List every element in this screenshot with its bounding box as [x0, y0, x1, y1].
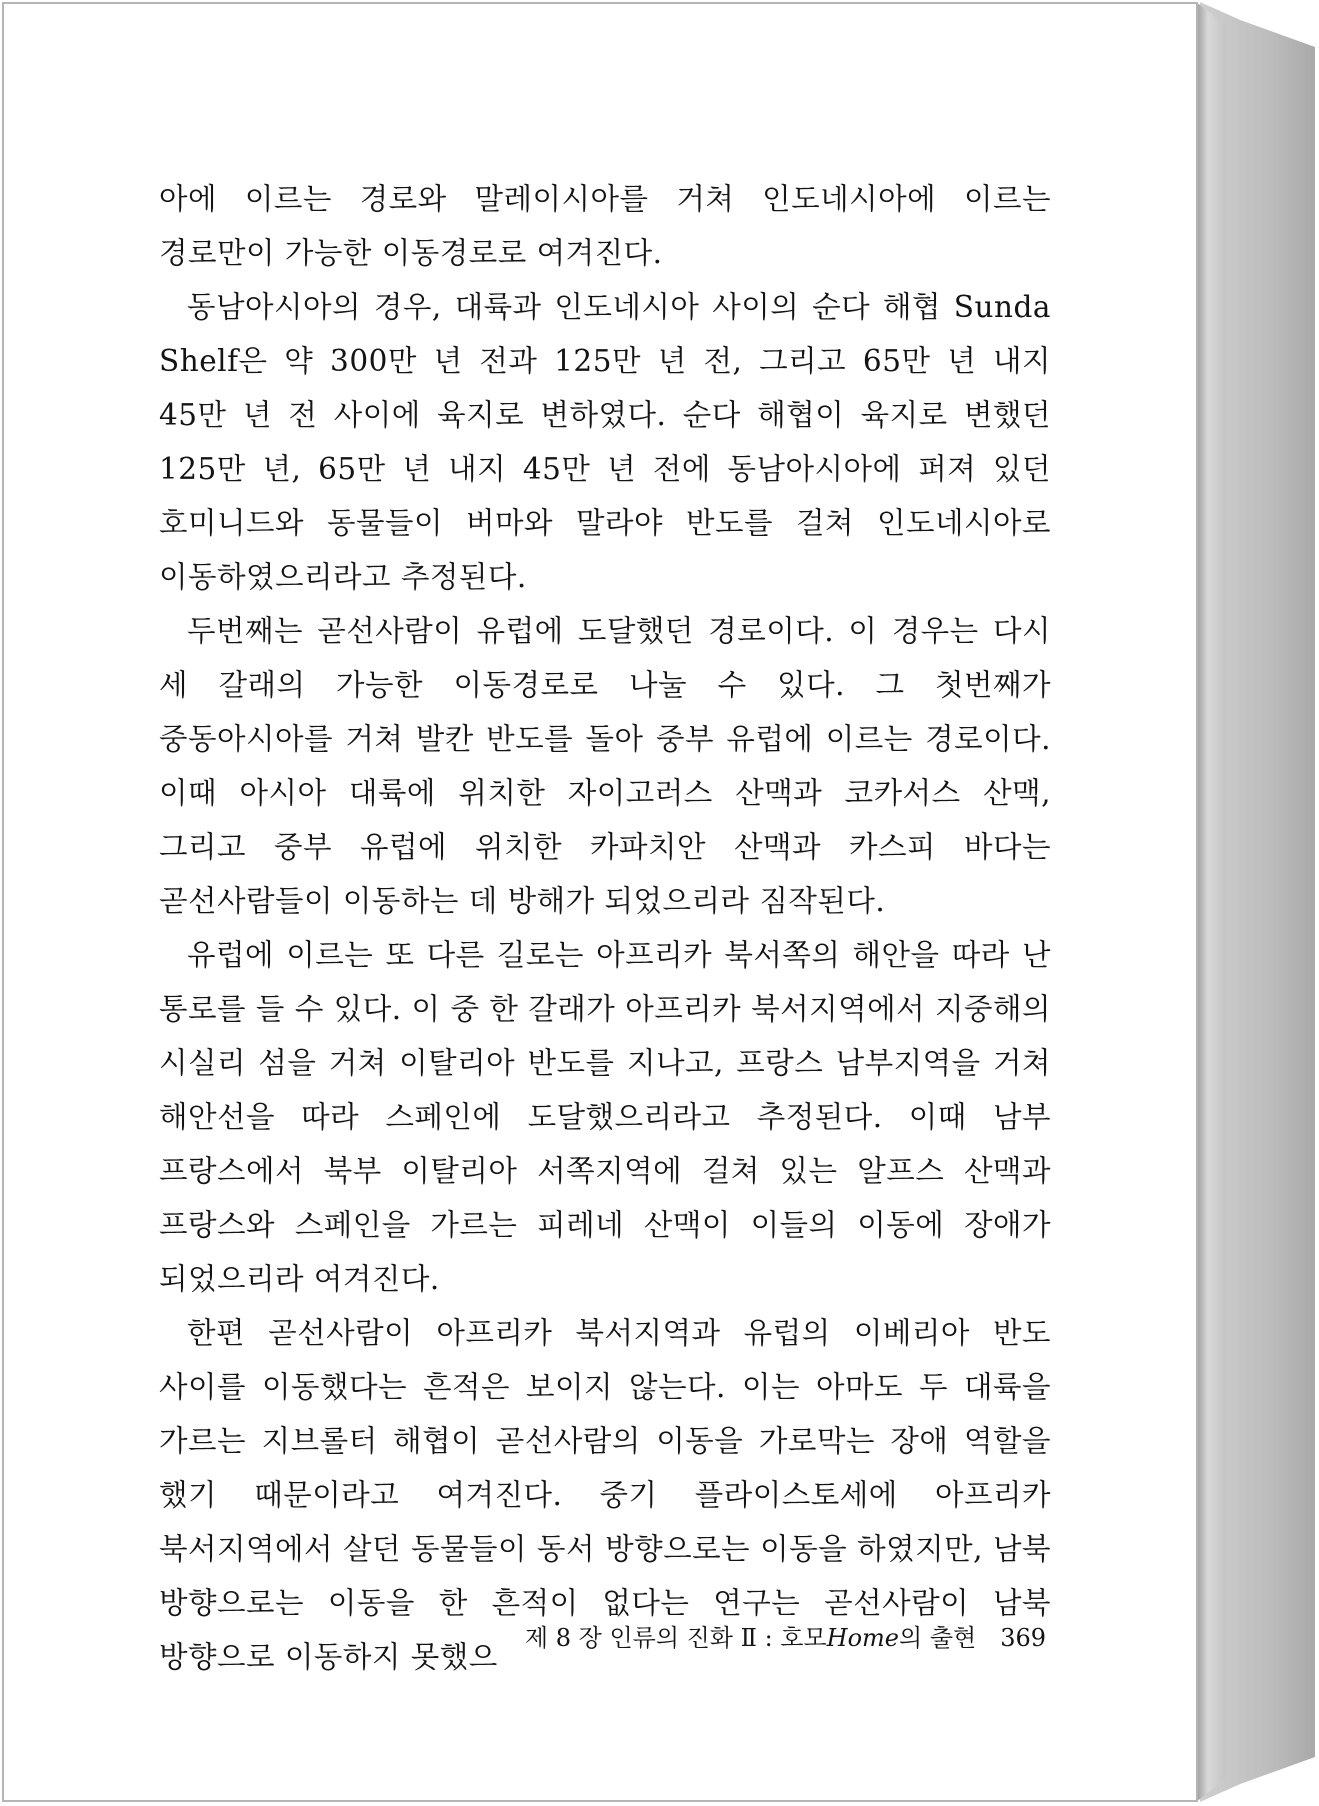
chapter-title: 제 8 장 인류의 진화 Ⅱ : 호모Home의 출현	[524, 1624, 977, 1652]
running-footer	[525, 1618, 1046, 1653]
paragraph-continued: 아에 이르는 경로와 말레이시아를 거쳐 인도네시아에 이르는 경로만이 가능한 이동경로로 여겨진다.	[159, 182, 1051, 270]
paragraph-southeast-asia: 동남아시아의 경우, 대륙과 인도네시아 사이의 순다 해협 Sunda Shelf은 약 300만 년 전과 125만 년 전, 그리고 65만 년 내지 45만 년 전 사이에 육지로 변하였다. 순다 해협이 육지로 변했던 125만 년, 65만 년 내지 45만 년 전에 동남아시아에 퍼져 있던 호미니드와 동물들이 버마와 말라야 반도를 걸쳐 인도네시아로 이동하였으리라고 추정된다.	[159, 290, 1051, 594]
book-page	[2, 2, 1198, 1802]
paragraph-europe-route: 두번째는 곧선사람이 유럽에 도달했던 경로이다. 이 경우는 다시 세 갈래의 가능한 이동경로로 나눌 수 있다. 그 첫번째가 중동아시아를 거쳐 발칸 반도를 돌아 중부 유럽에 이르는 경로이다. 이때 아시아 대륙에 위치한 자이고러스 산맥과 코카서스 산맥, 그리고 중부 유럽에 위치한 카파치안 산맥과 카스피 바다는 곧선사람들이 이동하는 데 방해가 되었으리라 짐작된다.	[159, 614, 1051, 918]
paragraph-africa-coast: 유럽에 이르는 또 다른 길로는 아프리카 북서쪽의 해안을 따라 난 통로를 들 수 있다. 이 중 한 갈래가 아프리카 북서지역에서 지중해의 시실리 섬을 거쳐 이탈리아 반도를 지나고, 프랑스 남부지역을 거쳐 해안선을 따라 스페인에 도달했으리라고 추정된다. 이때 남부 프랑스에서 북부 이탈리아 서쪽지역에 걸쳐 있는 알프스 산맥과 프랑스와 스페인을 가르는 피레네 산맥이 이들의 이동에 장애가 되었으리라 여겨진다.	[159, 938, 1051, 1296]
paragraph-gibraltar: 한편 곧선사람이 아프리카 북서지역과 유럽의 이베리아 반도 사이를 이동했다는 흔적은 보이지 않는다. 이는 아마도 두 대륙을 가르는 지브롤터 해협이 곧선사람의 이동을 가로막는 장애 역할을 했기 때문이라고 여겨진다. 중기 플라이스토세에 아프리카 북서지역에서 살던 동물들이 동서 방향으로는 이동을 하였지만, 남북 방향으로는 이동을 한 흔적이 없다는 연구는 곧선사람이 남북 방향으로 이동하지 못했으	[159, 1316, 1051, 1674]
body-text	[159, 172, 1051, 1684]
book-page-edge	[1196, 2, 1226, 1802]
page-number: 369	[1000, 1624, 1046, 1652]
